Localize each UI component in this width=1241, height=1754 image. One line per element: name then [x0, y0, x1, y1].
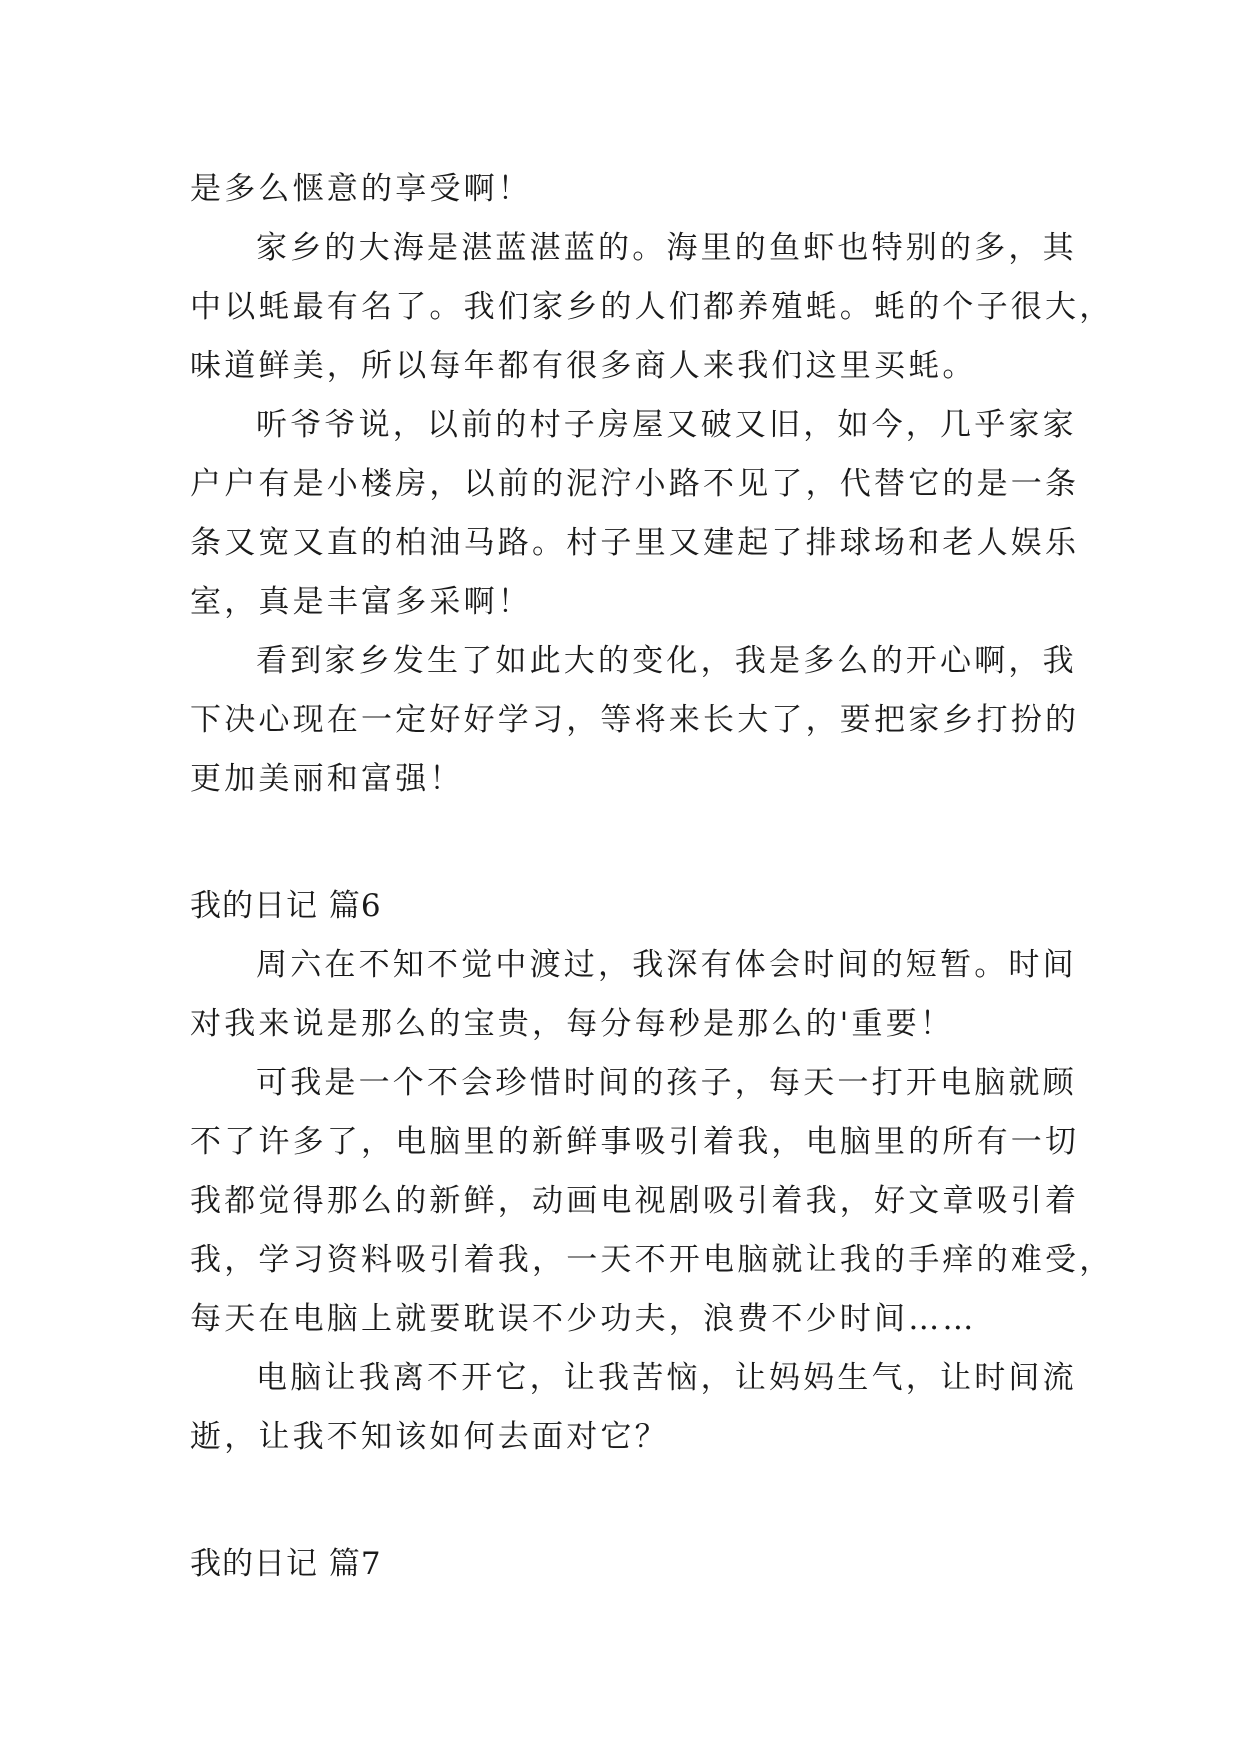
- paragraph-line: 下决心现在一定好好学习，等将来长大了，要把家乡打扮的: [190, 702, 1080, 738]
- paragraph-line: 室，真是丰富多采啊！: [190, 584, 532, 620]
- paragraph-line: 不了许多了，电脑里的新鲜事吸引着我，电脑里的所有一切: [190, 1124, 1080, 1160]
- paragraph-first-line: 周六在不知不觉中渡过，我深有体会时间的短暂。时间: [256, 947, 1077, 983]
- paragraph-line: 条又宽又直的柏油马路。村子里又建起了排球场和老人娱乐: [190, 525, 1080, 561]
- paragraph-line: 我都觉得那么的新鲜，动画电视剧吸引着我，好文章吸引着: [190, 1183, 1080, 1219]
- paragraph-first-line: 电脑让我离不开它，让我苦恼，让妈妈生气，让时间流: [256, 1360, 1077, 1396]
- paragraph-first-line: 听爷爷说，以前的村子房屋又破又旧，如今，几乎家家: [256, 407, 1077, 443]
- paragraph-line: 是多么惬意的享受啊！: [190, 171, 532, 207]
- paragraph-line: 逝，让我不知该如何去面对它？: [190, 1419, 669, 1455]
- paragraph-line: 味道鲜美，所以每年都有很多商人来我们这里买蚝。: [190, 348, 977, 384]
- section-gap: [190, 1467, 1060, 1535]
- section-gap: [190, 809, 1060, 877]
- paragraph-first-line: 可我是一个不会珍惜时间的孩子，每天一打开电脑就顾: [256, 1065, 1077, 1101]
- paragraph-first-line: 家乡的大海是湛蓝湛蓝的。海里的鱼虾也特别的多，其: [256, 230, 1077, 266]
- paragraph-line: 我，学习资料吸引着我，一天不开电脑就让我的手痒的难受，: [190, 1242, 1114, 1278]
- paragraph-line: 中以蚝最有名了。我们家乡的人们都养殖蚝。蚝的个子很大，: [190, 289, 1114, 325]
- section-heading: 我的日记 篇7: [190, 1546, 382, 1582]
- paragraph-line: 户户有是小楼房，以前的泥泞小路不见了，代替它的是一条: [190, 466, 1080, 502]
- section-heading: 我的日记 篇6: [190, 888, 382, 924]
- paragraph-line: 更加美丽和富强！: [190, 761, 464, 797]
- paragraph-first-line: 看到家乡发生了如此大的变化，我是多么的开心啊，我: [256, 643, 1077, 679]
- paragraph-line: 每天在电脑上就要耽误不少功夫，浪费不少时间……: [190, 1301, 977, 1337]
- paragraph-line: 对我来说是那么的宝贵，每分每秒是那么的'重要！: [190, 1006, 955, 1042]
- document-body: [190, 160, 1114, 1594]
